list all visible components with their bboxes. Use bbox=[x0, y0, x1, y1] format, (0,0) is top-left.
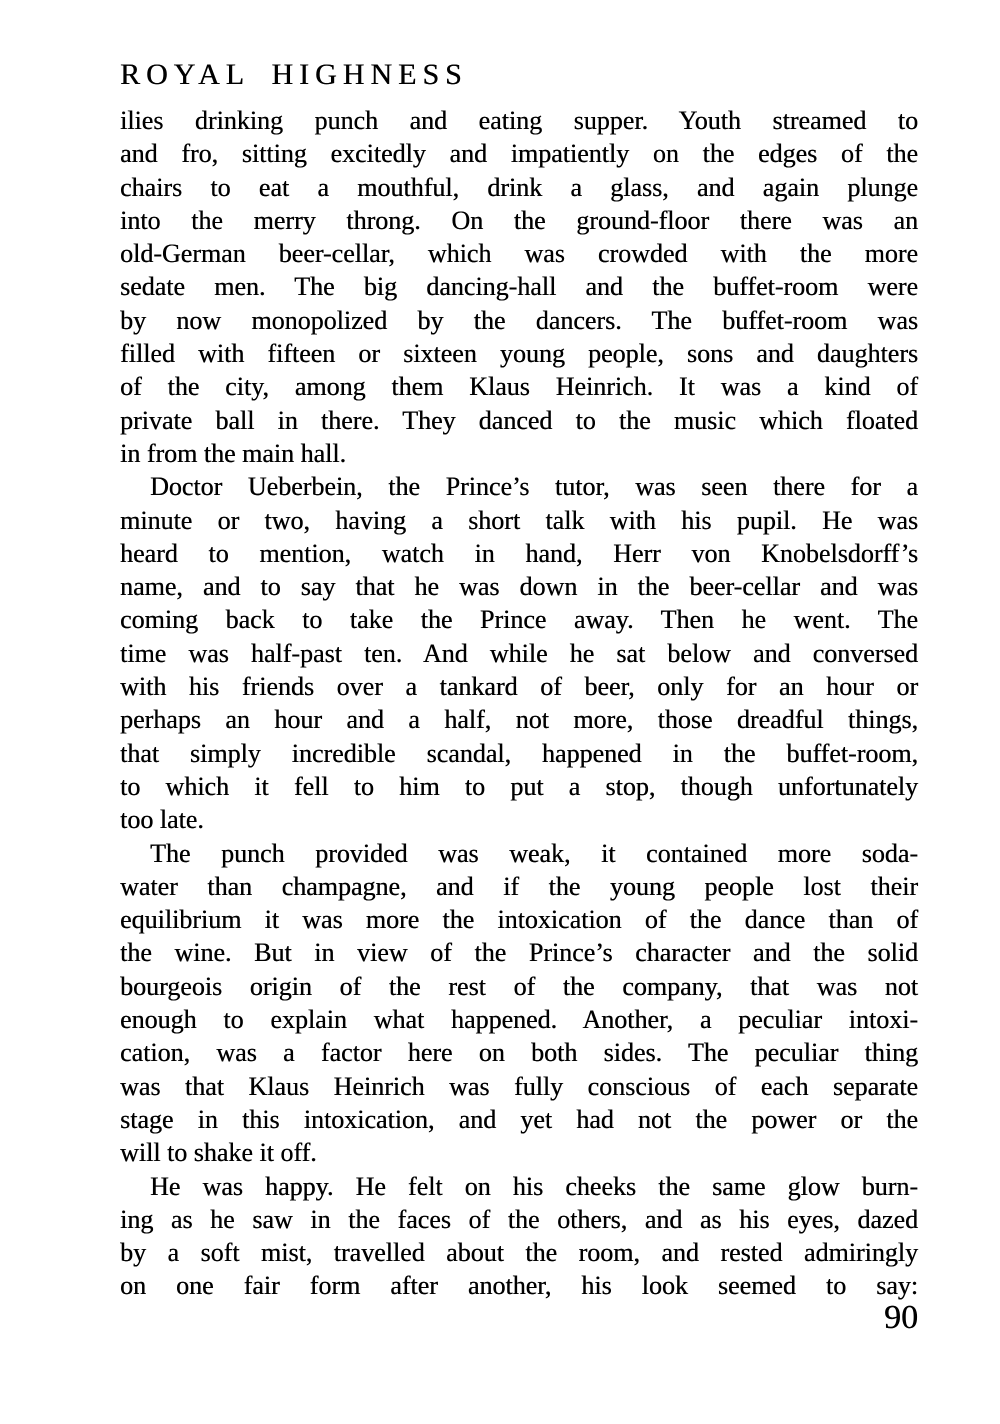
text-line: old-German beer-cellar, which was crowded with the more bbox=[120, 239, 918, 269]
text-line: coming back to take the Prince away. Then he went. The bbox=[120, 605, 918, 635]
text-line: by now monopolized by the dancers. The buffet-room was bbox=[120, 305, 918, 335]
text-line: cation, was a factor here on both sides. The peculiar thing bbox=[120, 1038, 918, 1068]
text-line: bourgeois origin of the rest of the company, that was not bbox=[120, 971, 918, 1001]
text-line: private ball in there. They danced to the music which floated bbox=[120, 405, 918, 435]
text-line: minute or two, having a short talk with his pupil. He was bbox=[120, 505, 918, 535]
text-line: enough to explain what happened. Another, a peculiar intoxi- bbox=[120, 1005, 918, 1035]
text-line: will to shake it off. bbox=[120, 1138, 317, 1168]
text-line: He was happy. He felt on his cheeks the same glow burn- bbox=[150, 1171, 918, 1201]
page-number: 90 bbox=[884, 1299, 918, 1336]
text-line: stage in this intoxication, and yet had not the power or the bbox=[120, 1104, 918, 1134]
text-line: that simply incredible scandal, happened in the buffet-room, bbox=[120, 738, 918, 768]
text-line: The punch provided was weak, it contained more soda- bbox=[150, 838, 918, 868]
text-line: to which it fell to him to put a stop, though unfortunately bbox=[120, 771, 918, 801]
text-line: the wine. But in view of the Prince’s character and the solid bbox=[120, 938, 918, 968]
text-line: ilies drinking punch and eating supper. Youth streamed to bbox=[120, 106, 918, 135]
text-line: was that Klaus Heinrich was fully conscious of each separate bbox=[120, 1071, 918, 1101]
text-line: with his friends over a tankard of beer, only for an hour or bbox=[120, 672, 918, 702]
text-line: ing as he saw in the faces of the others, and as his eyes, dazed bbox=[120, 1204, 918, 1234]
text-line: by a soft mist, travelled about the room, and rested admiringly bbox=[120, 1238, 918, 1268]
text-line: Doctor Ueberbein, the Prince’s tutor, was seen there for a bbox=[150, 472, 918, 502]
text-line: into the merry throng. On the ground-floor there was an bbox=[120, 205, 918, 235]
text-line: perhaps an hour and a half, not more, those dreadful things, bbox=[120, 705, 918, 735]
text-line: sedate men. The big dancing-hall and the buffet-room were bbox=[120, 272, 918, 302]
text-line: water than champagne, and if the young people lost their bbox=[120, 871, 918, 901]
text-line: too late. bbox=[120, 805, 204, 835]
text-line: chairs to eat a mouthful, drink a glass, and again plunge bbox=[120, 172, 918, 202]
text-line: heard to mention, watch in hand, Herr von Knobelsdorff’s bbox=[120, 538, 918, 568]
text-line: time was half-past ten. And while he sat below and conversed bbox=[120, 638, 918, 668]
text-line: in from the main hall. bbox=[120, 438, 347, 468]
text-line: on one fair form after another, his look seemed to say: bbox=[120, 1271, 918, 1301]
page-body bbox=[120, 104, 918, 1303]
text-line: and fro, sitting excitedly and impatiently on the edges of the bbox=[120, 139, 918, 169]
text-line: equilibrium it was more the intoxication of the dance than of bbox=[120, 905, 918, 935]
text-line: filled with fifteen or sixteen young people, sons and daughters bbox=[120, 339, 918, 369]
running-header: ROYAL HIGHNESS bbox=[120, 58, 468, 91]
text-line: name, and to say that he was down in the beer-cellar and was bbox=[120, 572, 918, 602]
text-line: of the city, among them Klaus Heinrich. It was a kind of bbox=[120, 372, 918, 402]
